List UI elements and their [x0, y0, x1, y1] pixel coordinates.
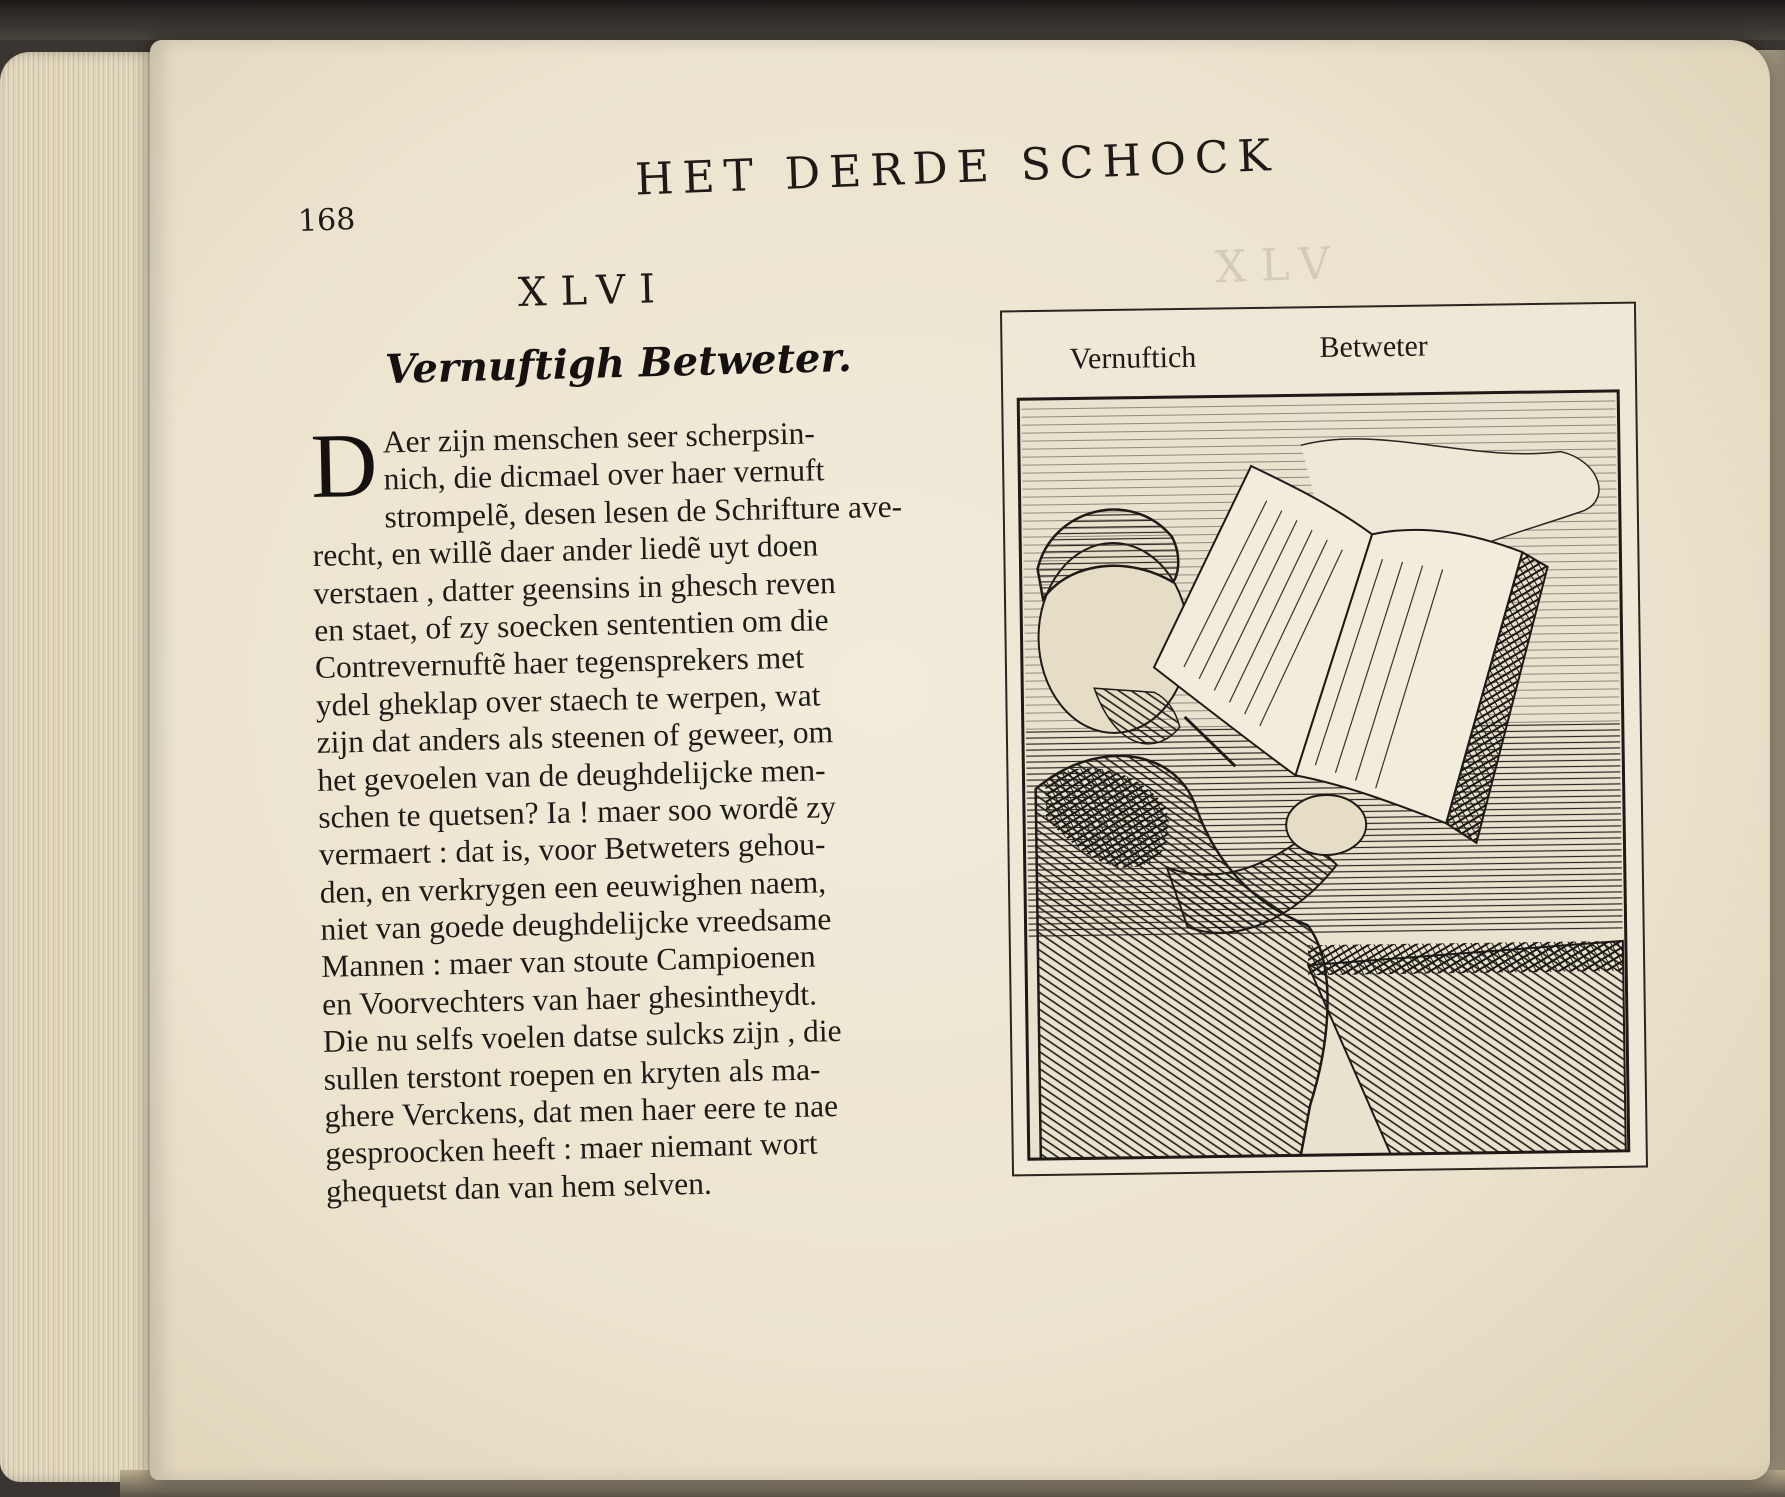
text-line: ghequetst dan van hem selven. — [325, 1165, 713, 1209]
text-line: verstaen , datter geensins in ghesch reven — [313, 564, 836, 611]
text-line: niet van goede deughdelijcke vreedsame — [320, 901, 832, 947]
page-number: 168 — [297, 202, 356, 239]
text-line: Aer zijn menschen seer scherpsin- — [382, 415, 816, 460]
plate-caption-left: Vernuftich — [1069, 340, 1197, 376]
engraving-plate — [999, 301, 1651, 1180]
text-line: ydel gheklap over staech te werpen, wat — [315, 677, 821, 723]
section-heading: Vernuftigh Betweter. — [384, 333, 853, 394]
text-line: gesproocken heeft : maer niemant wort — [324, 1125, 818, 1172]
text-line: Die nu selfs voelen datse sulcks zijn , die — [322, 1013, 842, 1060]
text-line: en Voorvechters van haer ghesintheydt. — [321, 976, 818, 1022]
text-line: vermaert : dat is, voor Betweters gehou- — [318, 826, 826, 873]
text-line: nich, die dicmael over haer vernuft — [383, 452, 825, 497]
text-line: schen te quetsen? Ia ! maer soo wordẽ zy — [317, 788, 837, 835]
text-line: zijn dat anders als steenen of geweer, om — [316, 714, 834, 761]
figure-hand — [1286, 794, 1367, 855]
text-line: het gevoelen van de deughdelijcke men- — [317, 751, 826, 798]
chapter-number: XLVI — [517, 266, 670, 316]
text-line: den, en verkrygen een eeuwighen naem, — [319, 863, 827, 910]
desk-background — [0, 0, 1785, 40]
running-head: HET DERDE SCHOCK — [634, 129, 1281, 206]
engraving-svg — [999, 301, 1651, 1180]
text-line: Contrevernuftẽ haer tegensprekers met — [314, 640, 805, 686]
text-line: ghere Verckens, dat men haer eere te nae — [324, 1088, 839, 1134]
text-line: sullen terstont roepen en kryten als ma- — [323, 1051, 821, 1097]
drop-cap: D — [309, 413, 379, 517]
text-line: strompelẽ, desen lesen de Schrifture ave- — [384, 488, 903, 535]
text-line: en staet, of zy soecken sententien om die — [313, 602, 829, 648]
text-line: Mannen : maer van stoute Campioenen — [320, 939, 816, 985]
body-text — [310, 412, 941, 1210]
plate-caption-right: Betweter — [1319, 329, 1429, 365]
table-edge — [1308, 941, 1623, 975]
page-edges-left — [0, 52, 170, 1482]
show-through-text: XLV — [1214, 237, 1345, 294]
text-line: recht, en willẽ daer ander liedẽ uyt doen — [312, 527, 819, 574]
